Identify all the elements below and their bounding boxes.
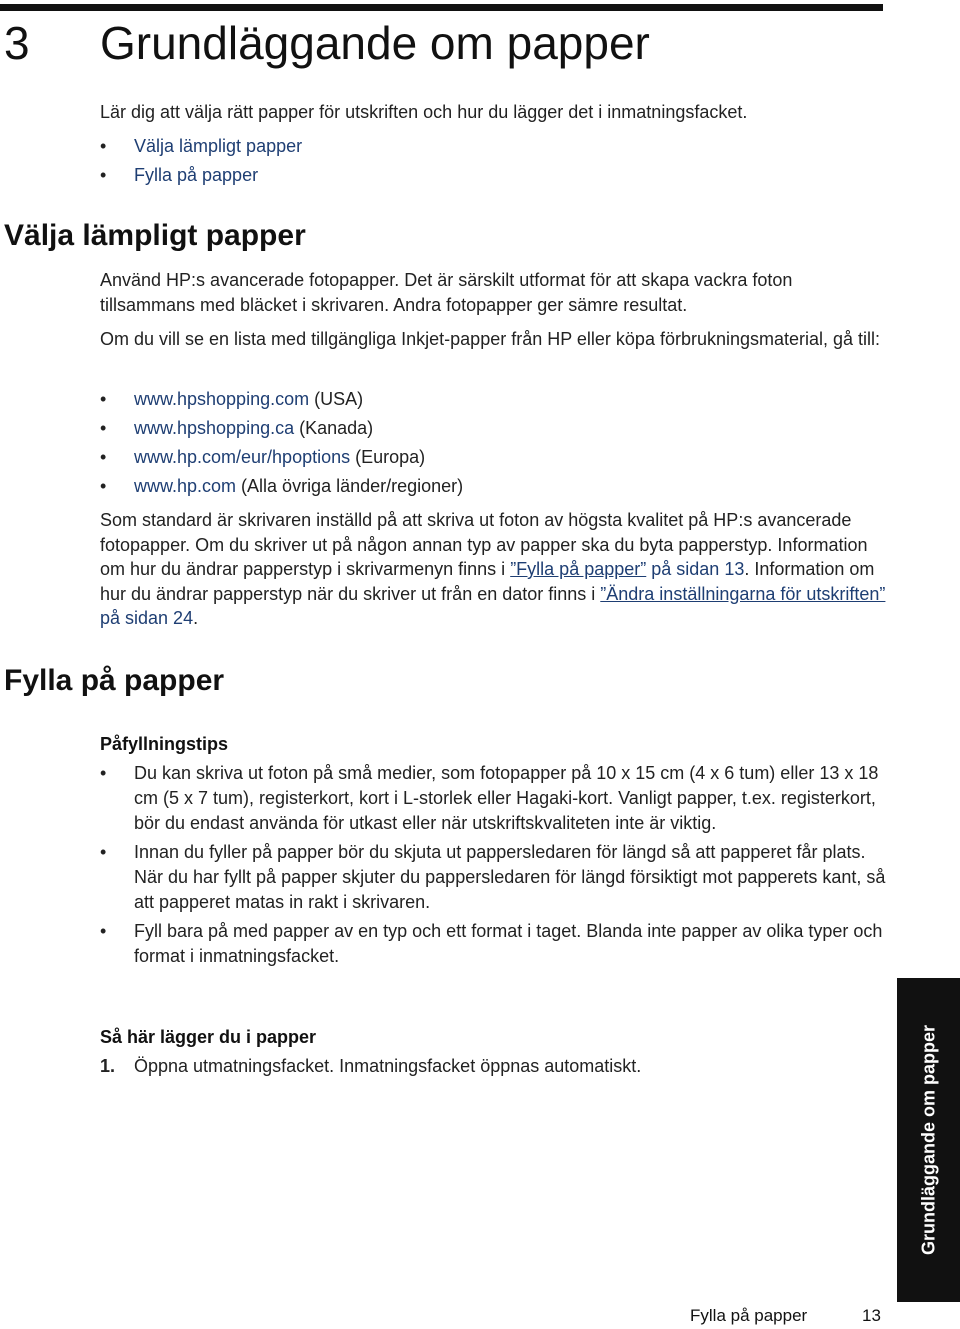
footer-section-label: Fylla på papper (690, 1306, 808, 1325)
howto-heading: Så här lägger du i papper (100, 1027, 317, 1047)
step-text: Öppna utmatningsfacket. Inmatningsfacket öppnas automatiskt. (134, 1056, 642, 1076)
bullet: • (100, 842, 107, 862)
paragraph-default-settings (100, 508, 890, 631)
text-run: Som standard är skrivaren inställd på att skriva ut foton av högsta kvalitet på HP:s avancerade fotopapper. Om du skriver ut på någon annan typ av papper ska du byta papperstyp. Information om hur du ändrar papperstyp i skrivarmenyn finns i (100, 510, 868, 579)
shopping-link-item (100, 445, 890, 474)
tip-item (100, 919, 890, 969)
shopping-link-item (100, 387, 890, 416)
link-note: (Alla övriga länder/regioner) (236, 476, 464, 496)
bullet: • (100, 763, 107, 783)
chapter-number: 3 (4, 17, 30, 69)
toc-list (100, 134, 890, 192)
text-run: . (193, 608, 199, 628)
chapter-title: Grundläggande om papper (100, 17, 650, 69)
section-heading-load-paper: Fylla på papper (4, 664, 225, 697)
bullet: • (100, 476, 107, 496)
paragraph: Om du vill se en lista med tillgängliga Inkjet-papper från HP eller köpa förbrukningsmaterial, gå till: (100, 329, 881, 349)
toc-item[interactable] (100, 134, 890, 163)
link-note: (Europa) (350, 447, 426, 467)
link-note: (USA) (309, 389, 364, 409)
toc-link[interactable]: Fylla på papper (134, 165, 259, 185)
tip-text: Innan du fyller på papper bör du skjuta ut pappersledaren för längd så att papperet får plats. När du har fyllt på papper skjuter du pappersledaren för längd försiktigt mot papperets kant, så att papperet matas in rakt i skrivaren. (134, 842, 886, 912)
page-reference-link[interactable]: på sidan 13 (646, 559, 745, 579)
tips-heading: Påfyllningstips (100, 734, 229, 754)
shopping-link-item (100, 416, 890, 445)
text-run: . Information om hur du ändrar papperstyp när du skriver ut från en dator finns i (100, 559, 875, 604)
intro-text: Lär dig att välja rätt papper för utskriften och hur du lägger det i inmatningsfacket. (100, 102, 748, 122)
tip-item (100, 840, 890, 915)
step-number: 1. (100, 1056, 116, 1076)
link-note: (Kanada) (294, 418, 374, 438)
bullet: • (100, 418, 107, 438)
top-rule (0, 4, 883, 11)
toc-item[interactable] (100, 163, 890, 192)
shopping-link[interactable]: www.hp.com/eur/hpoptions (134, 447, 351, 467)
cross-reference-link[interactable]: ”Ändra inställningarna för utskriften” (600, 583, 886, 604)
shopping-link[interactable]: www.hpshopping.ca (134, 418, 295, 438)
step-item (100, 1054, 641, 1078)
tip-text: Fyll bara på med papper av en typ och ett format i taget. Blanda inte papper av olika typer och format i inmatningsfacket. (134, 921, 883, 966)
bullet: • (100, 165, 107, 185)
section-heading-select-paper: Välja lämpligt papper (4, 219, 306, 252)
toc-link[interactable]: Välja lämpligt papper (134, 136, 303, 156)
cross-reference-link[interactable]: ”Fylla på papper” (510, 559, 647, 579)
shopping-link-list (100, 387, 890, 503)
bullet: • (100, 921, 107, 941)
footer-page-number: 13 (862, 1306, 881, 1325)
paragraph: Använd HP:s avancerade fotopapper. Det är särskilt utformat för att skapa vackra foton tillsammans med bläcket i skrivaren. Andra fotopapper ger sämre resultat. (100, 270, 793, 315)
tip-text: Du kan skriva ut foton på små medier, som fotopapper på 10 x 15 cm (4 x 6 tum) eller 13 x 18 cm (5 x 7 tum), registerkort, kort i L-storlek eller Hagaki-kort. Vanligt papper, t.ex. registerkort, bör du endast använda för utkast eller när utskriftskvaliteten inte är viktig. (134, 763, 879, 833)
shopping-link[interactable]: www.hpshopping.com (134, 389, 310, 409)
bullet: • (100, 136, 107, 156)
bullet: • (100, 389, 107, 409)
side-tab-label: Grundläggande om papper (918, 1024, 938, 1256)
shopping-link-item (100, 474, 890, 503)
tips-list (100, 761, 890, 973)
chapter-side-tab (897, 978, 960, 1302)
page-reference-link[interactable]: på sidan 24 (100, 608, 194, 628)
tip-item (100, 761, 890, 836)
bullet: • (100, 447, 107, 467)
shopping-link[interactable]: www.hp.com (134, 476, 237, 496)
